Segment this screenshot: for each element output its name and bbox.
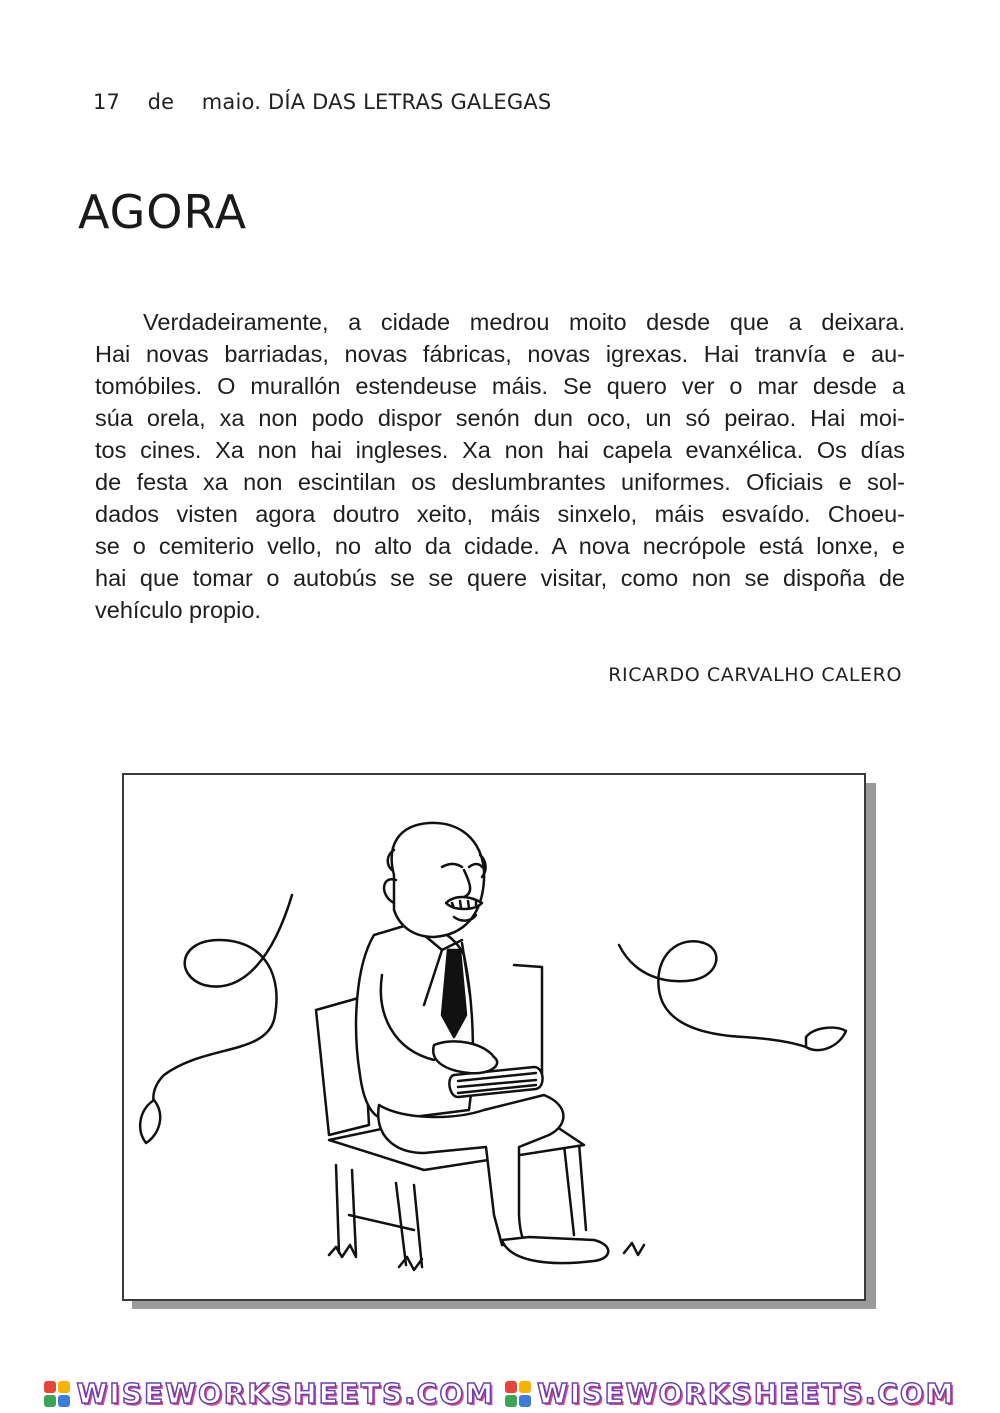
wind-swirl-right bbox=[619, 941, 806, 1047]
page-title: AGORA bbox=[78, 185, 248, 239]
watermark-text: WISEWORKSHEETS.COM bbox=[76, 1377, 495, 1410]
leaf-left-icon bbox=[140, 1100, 160, 1143]
watermark-group bbox=[44, 1377, 495, 1410]
author: RICARDO CARVALHO CALERO bbox=[608, 664, 902, 686]
wind-swirl-left bbox=[153, 895, 292, 1105]
tie bbox=[442, 950, 466, 1037]
chair-leg bbox=[336, 1165, 339, 1253]
wiseworksheets-logo-icon bbox=[505, 1381, 531, 1407]
body-line: se o cemiterio vello, no alto da cidade. A nova necrópole está lonxe, e bbox=[95, 533, 905, 559]
body-line: dados visten agora doutro xeito, máis sinxelo, máis esvaído. Choeu- bbox=[95, 501, 905, 527]
body-line: Hai novas barriadas, novas fábricas, novas igrexas. Hai tranvía e au- bbox=[95, 341, 905, 367]
old-man-on-chair-illustration bbox=[124, 775, 864, 1299]
body-line: vehículo propio. bbox=[95, 597, 261, 623]
body-line: súa orela, xa non podo dispor senón dun oco, un só peirao. Hai moi- bbox=[95, 405, 905, 431]
wiseworksheets-logo-icon bbox=[44, 1381, 70, 1407]
watermark-group bbox=[505, 1377, 956, 1410]
leaf-right-icon bbox=[806, 1028, 846, 1051]
body-line: de festa xa non escintilan os deslumbrantes uniformes. Oficiais e sol- bbox=[95, 469, 905, 495]
body-line: tomóbiles. O murallón estendeuse máis. Se quero ver o mar desde a bbox=[95, 373, 905, 399]
body-line: Verdadeiramente, a cidade medrou moito desde que a deixara. bbox=[143, 309, 905, 335]
illustration-frame bbox=[122, 773, 866, 1301]
body-line: hai que tomar o autobús se se quere visitar, como non se dispoña de bbox=[95, 565, 905, 591]
watermark-text: WISEWORKSHEETS.COM bbox=[537, 1377, 956, 1410]
body-text bbox=[95, 306, 905, 626]
footer-watermark bbox=[0, 1374, 1000, 1413]
date-line: 17 de maio. DÍA DAS LETRAS GALEGAS bbox=[93, 90, 552, 114]
body-line: tos cines. Xa non hai ingleses. Xa non hai capela evanxélica. Os días bbox=[95, 437, 905, 463]
man-shoe bbox=[502, 1237, 608, 1263]
man-trousers bbox=[378, 1095, 563, 1245]
